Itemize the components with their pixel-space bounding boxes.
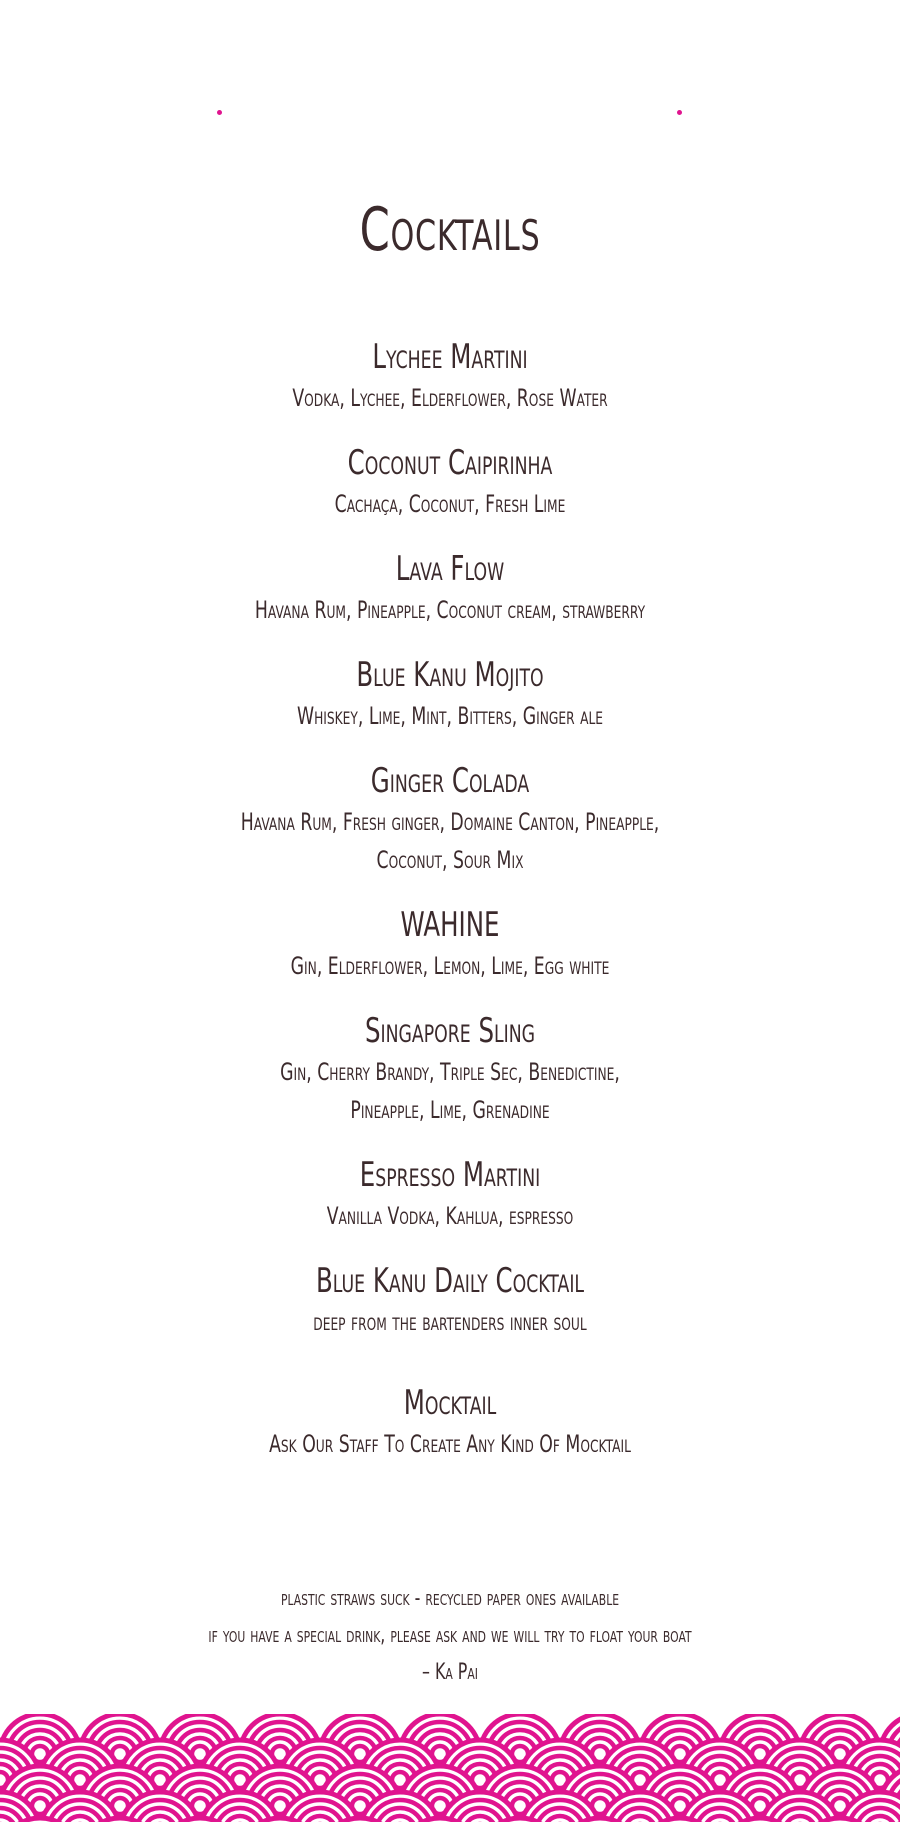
cocktail-list [0, 335, 900, 1487]
menu-item [0, 759, 900, 879]
item-name: Lava Flow [395, 549, 505, 589]
item-description: Vanilla Vodka, Kahlua, espresso [326, 1202, 574, 1230]
item-description: Gin, Cherry Brandy, Triple Sec, Benedictine, [280, 1058, 620, 1086]
item-name: WAHINE [400, 905, 500, 945]
item-name: Mocktail [403, 1383, 497, 1423]
footer-line-signoff: – Ka Pai [422, 1660, 478, 1685]
item-name: Espresso Martini [359, 1155, 541, 1195]
item-description-line-2: Pineapple, Lime, Grenadine [350, 1096, 550, 1124]
page-title: Cocktails [359, 195, 541, 265]
item-description: Gin, Elderflower, Lemon, Lime, Egg white [290, 952, 610, 980]
menu-item [0, 903, 900, 985]
item-name: Singapore Sling [364, 1011, 536, 1051]
item-description: Ask Our Staff To Create Any Kind Of Mocktail [269, 1430, 631, 1458]
item-description-line-2: Coconut, Sour Mix [376, 846, 524, 874]
item-description: Havana Rum, Fresh ginger, Domaine Canton, Pineapple, [240, 808, 660, 836]
decorative-dot-left [217, 110, 222, 115]
item-name: Coconut Caipirinha [347, 443, 553, 483]
footer-line-straws: plastic straws suck - recycled paper ones available [280, 1586, 620, 1611]
footer-notes [0, 1580, 900, 1691]
item-name: Blue Kanu Mojito [356, 655, 544, 695]
item-description: Whiskey, Lime, Mint, Bitters, Ginger ale [296, 702, 604, 730]
menu-item [0, 335, 900, 417]
menu-item [0, 1259, 900, 1341]
menu-item [0, 1153, 900, 1235]
item-description: Vodka, Lychee, Elderflower, Rose Water [292, 384, 608, 412]
wave-pattern-graphic [0, 1714, 900, 1822]
menu-item [0, 653, 900, 735]
item-name: Blue Kanu Daily Cocktail [315, 1261, 585, 1301]
menu-item [0, 547, 900, 629]
menu-item [0, 1381, 900, 1463]
item-description: deep from the bartenders inner soul [313, 1308, 587, 1336]
item-description: Cachaça, Coconut, Fresh Lime [334, 490, 566, 518]
item-description: Havana Rum, Pineapple, Coconut cream, strawberry [254, 596, 646, 624]
decorative-dot-right [677, 110, 682, 115]
wave-pattern-border [0, 1714, 900, 1822]
item-name: Ginger Colada [370, 761, 530, 801]
menu-item [0, 1009, 900, 1129]
item-name: Lychee Martini [372, 337, 528, 377]
footer-line-special-drink: if you have a special drink, please ask and we will try to float your boat [208, 1623, 692, 1648]
menu-item [0, 441, 900, 523]
